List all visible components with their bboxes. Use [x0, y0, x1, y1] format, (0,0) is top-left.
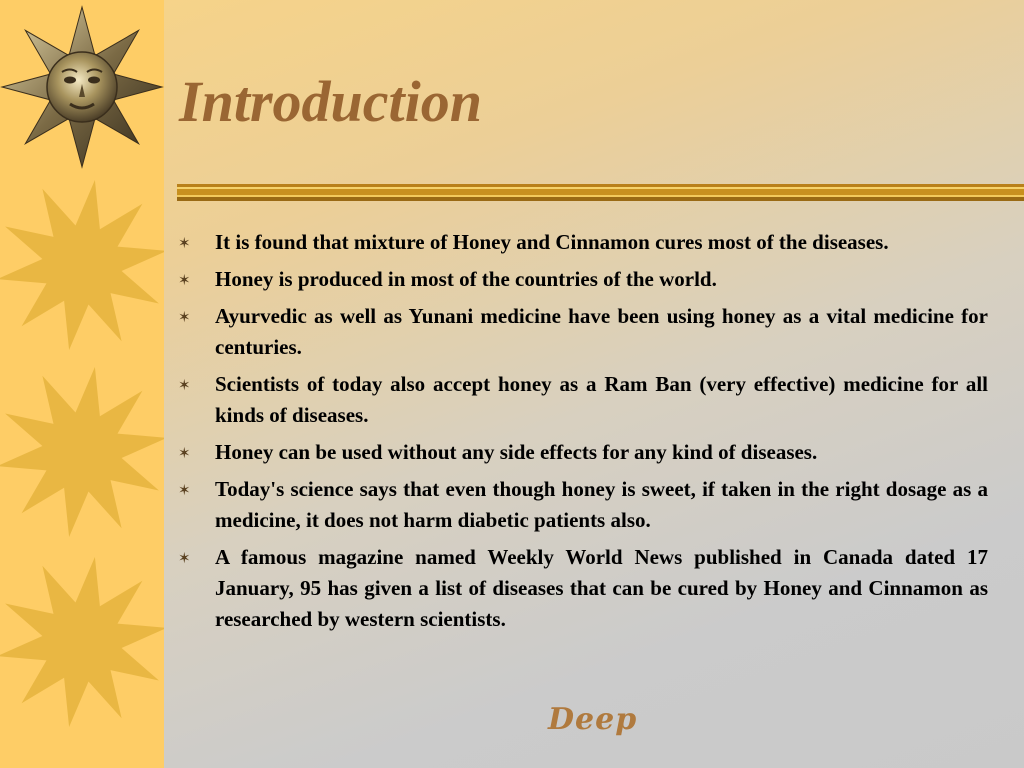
bullet-item	[178, 227, 988, 258]
bullet-list	[178, 227, 988, 641]
star-bullet-icon: ✶	[178, 481, 191, 499]
bullet-text: Honey can be used without any side effects for any kind of diseases.	[215, 440, 818, 464]
title-divider	[177, 182, 1024, 204]
sidebar-graphics	[0, 0, 164, 768]
star-bullet-icon: ✶	[178, 234, 191, 252]
bullet-text: A famous magazine named Weekly World News published in Canada dated 17 January, 95 has given a list of diseases that can be cured by Honey and Cinnamon as researched by western scientists.	[215, 545, 988, 631]
decorative-sidebar	[0, 0, 164, 768]
bullet-item	[178, 437, 988, 468]
sun-icon	[0, 367, 164, 537]
bullet-text: Ayurvedic as well as Yunani medicine have been using honey as a vital medicine for centuries.	[215, 304, 988, 359]
sun-icon	[0, 557, 164, 727]
sun-icon	[0, 180, 164, 350]
star-bullet-icon: ✶	[178, 376, 191, 394]
bullet-text: It is found that mixture of Honey and Cinnamon cures most of the diseases.	[215, 230, 889, 254]
sun-face-icon	[2, 7, 162, 167]
bullet-text: Honey is produced in most of the countries of the world.	[215, 267, 717, 291]
star-bullet-icon: ✶	[178, 444, 191, 462]
bullet-text: Today's science says that even though honey is sweet, if taken in the right dosage as a medicine, it does not harm diabetic patients also.	[215, 477, 988, 532]
star-bullet-icon: ✶	[178, 308, 191, 326]
star-bullet-icon: ✶	[178, 549, 191, 567]
slide-title: Introduction	[179, 69, 482, 134]
bullet-text: Scientists of today also accept honey as a Ram Ban (very effective) medicine for all kinds of diseases.	[215, 372, 988, 427]
star-bullet-icon: ✶	[178, 271, 191, 289]
bullet-item	[178, 264, 988, 295]
bullet-item	[178, 542, 988, 635]
bullet-item	[178, 474, 988, 536]
footer-signature: Deep	[548, 702, 638, 737]
bullet-item	[178, 301, 988, 363]
bullet-item	[178, 369, 988, 431]
